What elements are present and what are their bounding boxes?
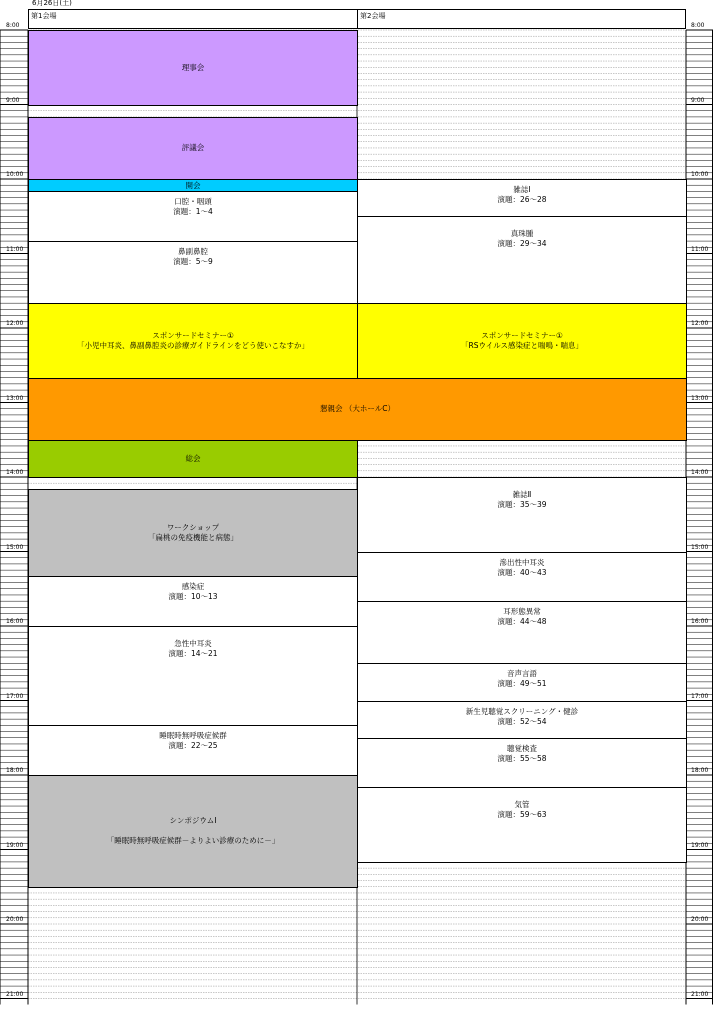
session-text: 演題：1～4: [173, 207, 213, 217]
time-label: 12:00: [6, 320, 24, 327]
session-text: 鼻副鼻腔: [178, 247, 208, 257]
session-text: 演題：22～25: [168, 741, 218, 751]
session-text: 演題：55～58: [497, 753, 547, 763]
time-label: 10:00: [691, 171, 709, 178]
session-text: 演題：10～13: [168, 592, 218, 602]
time-label: 13:00: [6, 394, 24, 402]
time-label: 8:00: [6, 22, 20, 29]
time-label: 10:00: [6, 171, 24, 178]
session-text: 耳形態異常: [503, 607, 541, 617]
session-text: 演題：35～39: [497, 500, 547, 509]
time-label: 21:00: [6, 990, 24, 998]
time-label: 17:00: [6, 692, 24, 700]
session-text: 演題：40～43: [497, 567, 547, 577]
session-block: [28, 576, 358, 627]
session-block: [28, 30, 358, 106]
session-text: 睡眠時無呼吸症候群: [159, 731, 227, 741]
session-text: 「睡眠時無呼吸症候群－よりよい診療のために－」: [106, 836, 280, 846]
time-label: 19:00: [6, 841, 24, 849]
session-text: 「扁桃の免疫機能と病態」: [148, 533, 238, 543]
session-text: 演題：52～54: [497, 716, 547, 726]
session-text: 感染症: [181, 582, 205, 592]
time-label: 11:00: [6, 245, 24, 253]
time-label: 14:00: [691, 469, 709, 476]
session-text: 新生児聴覚スクリーニング・健診: [465, 706, 579, 716]
session-block: [357, 663, 687, 701]
session-text: 「RSウイルス感染症と喘鳴・喘息」: [460, 340, 584, 350]
venue-header-2: 第2会場: [357, 9, 686, 29]
session-block: [357, 552, 687, 603]
session-text: 演題：29～34: [497, 239, 547, 249]
time-label: 12:00: [691, 320, 709, 327]
session-block: [357, 701, 687, 739]
session-block: [357, 303, 687, 379]
venue-header-1: 第1会場: [28, 9, 358, 29]
session-text: シンポジウムⅠ: [169, 816, 217, 826]
session-text: 演題：26～28: [497, 195, 547, 204]
session-block: [28, 489, 358, 577]
time-label: 11:00: [691, 245, 709, 253]
session-block: [28, 440, 358, 478]
session-block: [357, 787, 687, 863]
session-block: [28, 303, 358, 379]
session-text: 演題：49～51: [497, 679, 547, 689]
time-label: 15:00: [691, 543, 709, 551]
session-text: ワークショップ: [166, 523, 220, 533]
session-block: [357, 477, 687, 553]
session-text: 滲出性中耳炎: [499, 557, 545, 567]
time-label: 19:00: [691, 841, 709, 849]
time-label: 16:00: [691, 618, 709, 625]
session-text: スポンサードセミナー①: [481, 330, 563, 340]
session-text: 雑誌Ⅱ: [512, 490, 532, 499]
time-label: 20:00: [691, 916, 709, 923]
session-block: [357, 179, 687, 217]
session-text: 音声言語: [507, 669, 537, 679]
session-block: [28, 378, 687, 441]
time-label: 14:00: [6, 469, 24, 476]
session-text: 演題：14～21: [168, 649, 218, 658]
session-text: 「小児中耳炎、鼻副鼻腔炎の診療ガイドラインをどう使いこなすか」: [76, 340, 310, 350]
time-label: 17:00: [691, 692, 709, 700]
session-text: 気管: [514, 800, 530, 810]
session-text: 急性中耳炎: [174, 639, 212, 648]
session-text: 雑誌Ⅰ: [513, 185, 531, 194]
time-label: 18:00: [691, 767, 709, 774]
time-label: 15:00: [6, 543, 24, 551]
session-block: [357, 601, 687, 664]
session-block: [28, 725, 358, 776]
session-block: [28, 241, 358, 304]
time-label: 21:00: [691, 990, 709, 998]
session-block: [28, 117, 358, 180]
date-label: 6月26日(土): [32, 0, 72, 7]
session-text: 真珠腫: [510, 229, 534, 239]
session-block: [28, 775, 358, 888]
session-text: 演題：44～48: [497, 617, 547, 627]
session-block: [357, 216, 687, 304]
time-label: 8:00: [691, 22, 705, 29]
session-text: スポンサードセミナー①: [152, 330, 234, 340]
session-block: [28, 191, 358, 242]
session-text: 評議会: [181, 143, 205, 153]
session-text: 懇親会 （大ホールC）: [320, 404, 395, 414]
time-label: 20:00: [6, 916, 24, 923]
session-text: 演題：5～9: [173, 257, 213, 267]
time-label: 18:00: [6, 767, 24, 774]
session-text: 総会: [185, 453, 201, 463]
session-text: 開会: [185, 180, 201, 190]
session-block: [28, 179, 358, 192]
session-block: [28, 626, 358, 726]
session-text: [192, 826, 194, 836]
time-label: 16:00: [6, 618, 24, 625]
time-label: 13:00: [691, 394, 709, 402]
time-label: 9:00: [6, 96, 20, 104]
session-text: 口腔・咽頭: [174, 197, 212, 207]
time-label: 9:00: [691, 96, 705, 104]
session-text: 聴覚検査: [507, 743, 537, 753]
session-text: 理事会: [181, 62, 205, 72]
session-block: [357, 738, 687, 789]
session-text: 演題：59～63: [497, 810, 547, 820]
